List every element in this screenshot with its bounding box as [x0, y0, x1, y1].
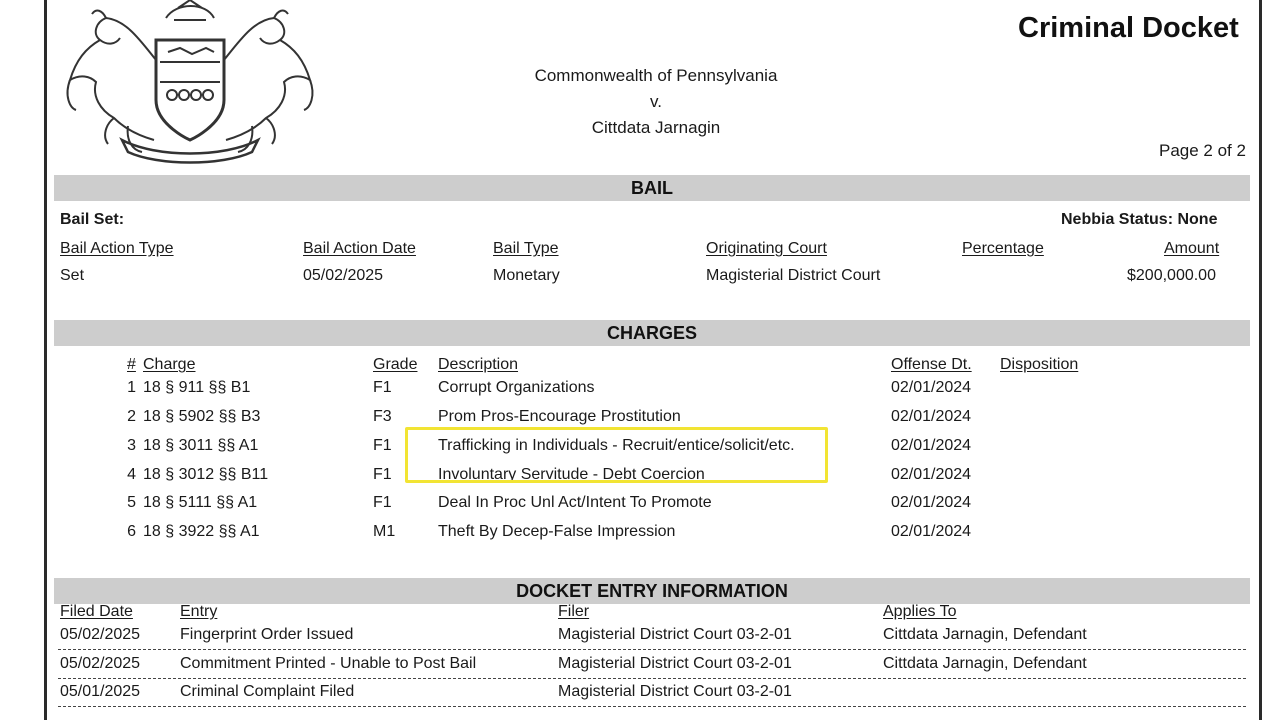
pennsylvania-coat-of-arms-icon	[56, 0, 324, 166]
bail-action-type: Set	[60, 267, 85, 284]
charges-col-charge: Charge	[143, 356, 196, 373]
charge-row-offense-date: 02/01/2024	[891, 379, 972, 396]
docket-row-filer: Magisterial District Court 03-2-01	[558, 626, 792, 643]
charge-row-description: Trafficking in Individuals - Recruit/entice/solicit/etc.	[438, 437, 795, 454]
bail-col-amount: Amount	[1164, 240, 1220, 257]
charge-row-code: 18 § 911 §§ B1	[143, 379, 251, 396]
charge-row-description: Corrupt Organizations	[438, 379, 595, 396]
docket-row-filer: Magisterial District Court 03-2-01	[558, 683, 792, 700]
docket-row-applies-to: Cittdata Jarnagin, Defendant	[883, 655, 1087, 672]
bail-col-action-date: Bail Action Date	[303, 240, 416, 257]
charges-col-num: #	[127, 356, 136, 373]
docket-row-divider	[58, 706, 1246, 707]
bail-col-court: Originating Court	[706, 240, 827, 257]
charge-row-code: 18 § 3922 §§ A1	[143, 523, 260, 540]
charge-row-grade: F1	[373, 466, 392, 483]
charge-row-code: 18 § 3012 §§ B11	[143, 466, 269, 483]
charges-col-grade: Grade	[373, 356, 418, 373]
bail-col-percentage: Percentage	[962, 240, 1044, 257]
bail-originating-court: Magisterial District Court	[706, 267, 881, 284]
charge-row-description: Theft By Decep-False Impression	[438, 523, 676, 540]
charge-row-code: 18 § 5111 §§ A1	[143, 494, 258, 511]
charge-row-grade: F1	[373, 437, 392, 454]
charge-row-grade: F3	[373, 408, 392, 425]
docket-row-entry: Commitment Printed - Unable to Post Bail	[180, 655, 477, 672]
charge-row-offense-date: 02/01/2024	[891, 494, 972, 511]
docket-row-date: 05/02/2025	[60, 655, 141, 672]
charge-row-grade: F1	[373, 494, 392, 511]
charge-row-num: 5	[127, 494, 136, 511]
page-title: Criminal Docket	[1018, 12, 1239, 44]
bail-col-type: Bail Type	[493, 240, 559, 257]
charges-col-description: Description	[438, 356, 519, 373]
charge-row-num: 3	[127, 437, 136, 454]
docket-row-date: 05/02/2025	[60, 626, 141, 643]
page-number: Page 2 of 2	[1159, 141, 1246, 160]
charge-row-description: Involuntary Servitude - Debt Coercion	[438, 466, 705, 483]
charge-row-num: 1	[127, 379, 136, 396]
plaintiff-name: Commonwealth of Pennsylvania	[534, 66, 778, 85]
docket-col-entry: Entry	[180, 603, 218, 620]
bail-type: Monetary	[493, 267, 560, 284]
charge-row-offense-date: 02/01/2024	[891, 466, 972, 483]
charges-col-disposition: Disposition	[1000, 356, 1079, 373]
versus-label: v.	[650, 92, 662, 111]
charge-row-offense-date: 02/01/2024	[891, 437, 972, 454]
charge-row-description: Prom Pros-Encourage Prostitution	[438, 408, 681, 425]
charge-row-num: 4	[127, 466, 136, 483]
docket-row-divider	[58, 649, 1246, 650]
docket-row-divider	[58, 678, 1246, 679]
charge-row-offense-date: 02/01/2024	[891, 408, 972, 425]
charges-section-header: CHARGES	[54, 320, 1250, 346]
charge-row-description: Deal In Proc Unl Act/Intent To Promote	[438, 494, 712, 511]
bail-col-action-type: Bail Action Type	[60, 240, 174, 257]
bail-set-label: Bail Set:	[60, 211, 125, 228]
docket-row-entry: Fingerprint Order Issued	[180, 626, 354, 643]
docket-section-header: DOCKET ENTRY INFORMATION	[54, 578, 1250, 604]
docket-col-applies-to: Applies To	[883, 603, 957, 620]
charge-row-offense-date: 02/01/2024	[891, 523, 972, 540]
defendant-name: Cittdata Jarnagin	[591, 118, 721, 137]
docket-col-filer: Filer	[558, 603, 590, 620]
charge-row-code: 18 § 3011 §§ A1	[143, 437, 259, 454]
nebbia-status: Nebbia Status: None	[1061, 211, 1218, 228]
docket-row-date: 05/01/2025	[60, 683, 141, 700]
charge-row-num: 6	[127, 523, 136, 540]
bail-section-header: BAIL	[54, 175, 1250, 201]
docket-row-entry: Criminal Complaint Filed	[180, 683, 355, 700]
docket-row-applies-to: Cittdata Jarnagin, Defendant	[883, 626, 1087, 643]
bail-amount: $200,000.00	[1127, 267, 1216, 284]
bail-action-date: 05/02/2025	[303, 267, 384, 284]
charge-row-code: 18 § 5902 §§ B3	[143, 408, 261, 425]
charge-row-grade: M1	[373, 523, 396, 540]
docket-row-filer: Magisterial District Court 03-2-01	[558, 655, 792, 672]
charge-row-grade: F1	[373, 379, 392, 396]
docket-col-filed-date: Filed Date	[60, 603, 133, 620]
charges-highlight-box	[405, 427, 828, 483]
charge-row-num: 2	[127, 408, 136, 425]
charges-col-offense-date: Offense Dt.	[891, 356, 972, 373]
